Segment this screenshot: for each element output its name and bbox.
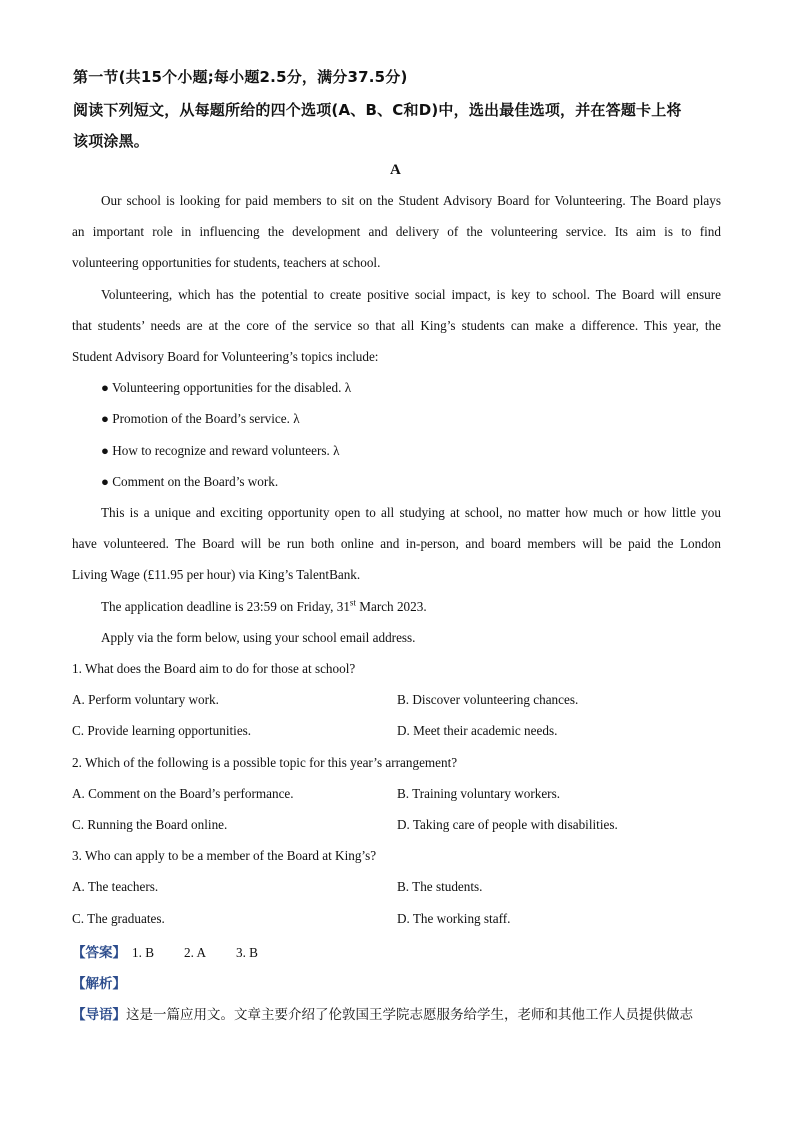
- question-3-option-d: D. The working staff.: [397, 911, 511, 926]
- question-1-option-d: D. Meet their academic needs.: [397, 723, 558, 738]
- paragraph-1-line-3: volunteering opportunities for students, teachers at school.: [72, 255, 381, 270]
- section-heading: 第一节(共15个小题;每小题2.5分，满分37.5分): [73, 68, 408, 86]
- guide-text: 这是一篇应用文。文章主要介绍了伦敦国王学院志愿服务给学生，老师和其他工作人员提供做志: [126, 1007, 693, 1023]
- question-2-stem: 2. Which of the following is a possible topic for this year’s arrangement?: [72, 755, 458, 770]
- question-1-stem: 1. What does the Board aim to do for those at school?: [72, 661, 356, 676]
- guide-line: [72, 1003, 693, 1024]
- question-2-option-b: B. Training voluntary workers.: [397, 786, 561, 801]
- deadline-ordinal: st: [349, 597, 356, 608]
- analysis-label: 【解析】: [72, 976, 126, 992]
- deadline-month: March 2023.: [355, 599, 427, 614]
- paragraph-2-line-3: Student Advisory Board for Volunteering’s topics include:: [72, 349, 379, 364]
- question-1-option-c: C. Provide learning opportunities.: [72, 723, 252, 738]
- answer-label: 【答案】: [72, 945, 126, 961]
- instruction-line-1: 阅读下列短文，从每题所给的四个选项(A、B、C和D)中，选出最佳选项，并在答题卡上将: [73, 101, 682, 119]
- topic-bullet: ● How to recognize and reward volunteers. λ: [101, 443, 340, 458]
- topic-bullet: ● Promotion of the Board’s service. λ: [101, 411, 300, 426]
- answer-2: 2. A: [183, 945, 206, 960]
- paragraph-2-line-1: Volunteering, which has the potential to create positive social impact, is key to school. The Board will ensure: [101, 287, 721, 302]
- paragraph-2-line-2: that students’ needs are at the core of the service so that all King’s students can make a difference. This year, the: [72, 318, 721, 333]
- paragraph-1-line-1: Our school is looking for paid members to sit on the Student Advisory Board for Volunteering. The Board plays: [101, 193, 721, 208]
- paragraph-1-line-2: an important role in influencing the development and delivery of the volunteering service. Its aim is to find: [72, 224, 721, 239]
- question-3-option-c: C. The graduates.: [72, 911, 165, 926]
- answer-3: 3. B: [235, 945, 258, 960]
- question-2-option-c: C. Running the Board online.: [72, 817, 228, 832]
- answer-line: [72, 941, 258, 962]
- topic-bullet: ● Volunteering opportunities for the disabled. λ: [101, 380, 352, 395]
- question-3-option-a: A. The teachers.: [72, 879, 159, 894]
- instruction-line-2: 该项涂黑。: [73, 132, 150, 150]
- paragraph-3-line-2: have volunteered. The Board will be run both online and in-person, and board members will be paid the London: [72, 536, 721, 551]
- guide-label: 【导语】: [72, 1007, 126, 1023]
- topic-bullet: ● Comment on the Board’s work.: [101, 474, 279, 489]
- question-2-option-a: A. Comment on the Board’s performance.: [72, 786, 294, 801]
- question-3-option-b: B. The students.: [397, 879, 483, 894]
- deadline-text: The application deadline is 23:59 on Friday, 31: [101, 599, 350, 614]
- question-1-option-b: B. Discover volunteering chances.: [397, 692, 579, 707]
- question-3-stem: 3. Who can apply to be a member of the Board at King’s?: [72, 848, 377, 863]
- paragraph-3-line-3: Living Wage (£11.95 per hour) via King’s TalentBank.: [72, 567, 361, 582]
- question-1-option-a: A. Perform voluntary work.: [72, 692, 219, 707]
- apply-line: Apply via the form below, using your school email address.: [101, 630, 416, 645]
- question-2-option-d: D. Taking care of people with disabilities.: [397, 817, 618, 832]
- answer-1: 1. B: [132, 945, 154, 960]
- paragraph-3-line-1: This is a unique and exciting opportunity open to all studying at school, no matter how much or how little you: [101, 505, 721, 520]
- passage-label: A: [390, 162, 401, 178]
- deadline-line: [101, 599, 427, 615]
